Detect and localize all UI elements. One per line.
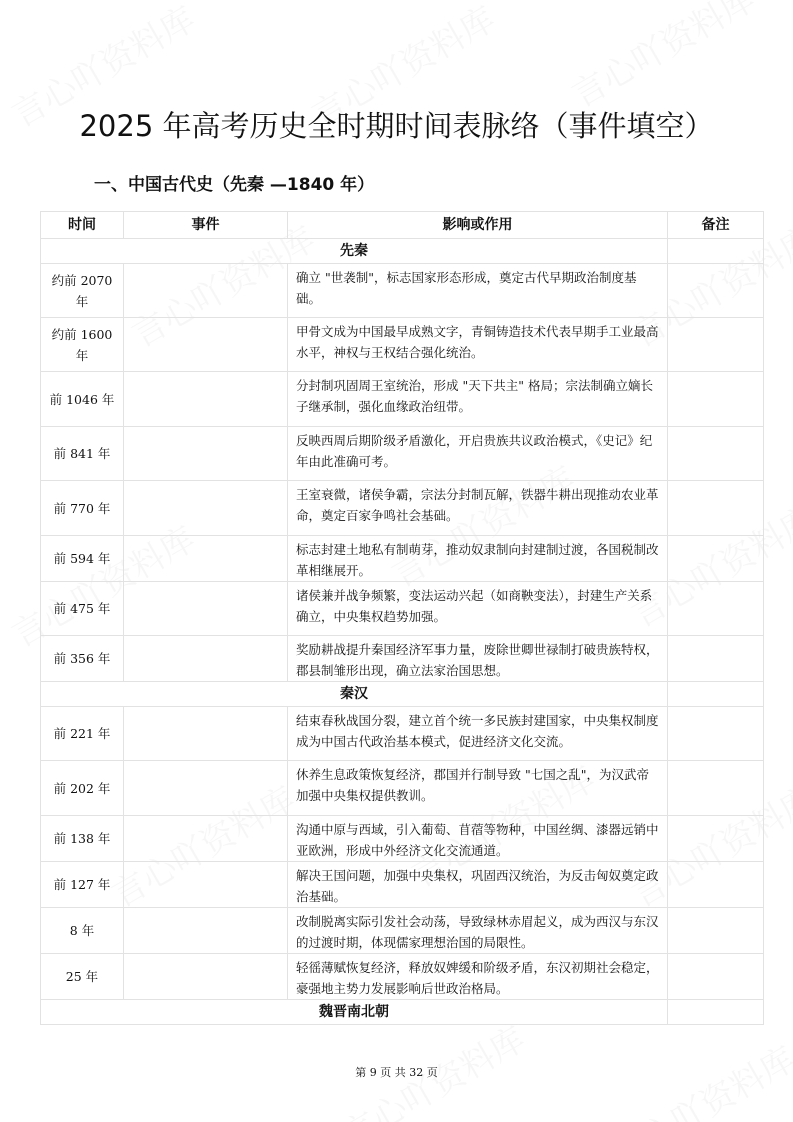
time-cell: 约前 2070 年 <box>41 264 124 318</box>
event-cell-blank[interactable] <box>124 372 288 427</box>
note-cell[interactable] <box>668 761 764 816</box>
time-cell: 前 594 年 <box>41 536 124 582</box>
event-cell-blank[interactable] <box>124 954 288 1000</box>
period-label: 魏晋南北朝 <box>41 1000 668 1025</box>
time-cell: 前 1046 年 <box>41 372 124 427</box>
table-row <box>41 427 764 481</box>
note-cell[interactable] <box>668 318 764 372</box>
table-row <box>41 816 764 862</box>
table-row <box>41 318 764 372</box>
impact-cell: 休养生息政策恢复经济，郡国并行制导致 "七国之乱"，为汉武帝加强中央集权提供教训。 <box>288 761 668 816</box>
event-cell-blank[interactable] <box>124 536 288 582</box>
time-cell: 8 年 <box>41 908 124 954</box>
note-cell[interactable] <box>668 862 764 908</box>
impact-cell: 改制脱离实际引发社会动荡，导致绿林赤眉起义，成为西汉与东汉的过渡时期，体现儒家理想治国的局限性。 <box>288 908 668 954</box>
event-cell-blank[interactable] <box>124 318 288 372</box>
note-cell[interactable] <box>668 427 764 481</box>
impact-cell: 标志封建土地私有制萌芽，推动奴隶制向封建制过渡，各国税制改革相继展开。 <box>288 536 668 582</box>
event-cell-blank[interactable] <box>124 862 288 908</box>
time-cell: 前 841 年 <box>41 427 124 481</box>
note-cell[interactable] <box>668 536 764 582</box>
table-header-row <box>41 212 764 239</box>
impact-cell: 确立 "世袭制"，标志国家形态形成，奠定古代早期政治制度基础。 <box>288 264 668 318</box>
event-cell-blank[interactable] <box>124 481 288 536</box>
period-label: 先秦 <box>41 239 668 264</box>
table-row <box>41 908 764 954</box>
impact-cell: 甲骨文成为中国最早成熟文字，青铜铸造技术代表早期手工业最高水平，神权与王权结合强化统治。 <box>288 318 668 372</box>
note-cell[interactable] <box>668 582 764 636</box>
note-cell[interactable] <box>668 636 764 682</box>
period-label: 秦汉 <box>41 682 668 707</box>
table-row <box>41 707 764 761</box>
table-row <box>41 862 764 908</box>
page-footer: 第 9 页 共 32 页 <box>355 1066 438 1079</box>
note-cell[interactable] <box>668 372 764 427</box>
table-row <box>41 536 764 582</box>
event-cell-blank[interactable] <box>124 816 288 862</box>
time-cell: 前 127 年 <box>41 862 124 908</box>
table-row <box>41 481 764 536</box>
table-row <box>41 636 764 682</box>
impact-cell: 奖励耕战提升秦国经济军事力量，废除世卿世禄制打破贵族特权，郡县制雏形出现，确立法家治国思想。 <box>288 636 668 682</box>
table-row <box>41 372 764 427</box>
time-cell: 前 356 年 <box>41 636 124 682</box>
impact-cell: 沟通中原与西域，引入葡萄、苜蓿等物种，中国丝绸、漆器远销中亚欧洲，形成中外经济文化交流通道。 <box>288 816 668 862</box>
event-cell-blank[interactable] <box>124 264 288 318</box>
time-cell: 前 475 年 <box>41 582 124 636</box>
note-cell[interactable] <box>668 954 764 1000</box>
impact-cell: 分封制巩固周王室统治，形成 "天下共主" 格局；宗法制确立嫡长子继承制，强化血缘政治纽带。 <box>288 372 668 427</box>
event-cell-blank[interactable] <box>124 761 288 816</box>
table-row <box>41 264 764 318</box>
period-row <box>41 239 764 264</box>
event-cell-blank[interactable] <box>124 707 288 761</box>
impact-cell: 反映西周后期阶级矛盾激化，开启贵族共议政治模式，《史记》纪年由此准确可考。 <box>288 427 668 481</box>
watermark <box>561 0 762 117</box>
impact-cell: 诸侯兼并战争频繁，变法运动兴起（如商鞅变法），封建生产关系确立，中央集权趋势加强。 <box>288 582 668 636</box>
note-cell[interactable] <box>668 908 764 954</box>
time-cell: 25 年 <box>41 954 124 1000</box>
note-cell[interactable] <box>668 481 764 536</box>
event-cell-blank[interactable] <box>124 582 288 636</box>
period-row <box>41 1000 764 1025</box>
header-event: 事件 <box>124 212 288 239</box>
table-row <box>41 761 764 816</box>
header-impact: 影响或作用 <box>288 212 668 239</box>
table-row <box>41 954 764 1000</box>
period-note-cell <box>668 239 764 264</box>
period-row <box>41 682 764 707</box>
note-cell[interactable] <box>668 707 764 761</box>
header-note: 备注 <box>668 212 764 239</box>
impact-cell: 王室衰微，诸侯争霸，宗法分封制瓦解，铁器牛耕出现推动农业革命，奠定百家争鸣社会基础。 <box>288 481 668 536</box>
page-title: 2025 年高考历史全时期时间表脉络（事件填空） <box>79 109 714 143</box>
time-cell: 约前 1600 年 <box>41 318 124 372</box>
event-cell-blank[interactable] <box>124 636 288 682</box>
time-cell: 前 202 年 <box>41 761 124 816</box>
section-heading: 一、中国古代史（先秦 —1840 年） <box>94 175 375 195</box>
note-cell[interactable] <box>668 264 764 318</box>
note-cell[interactable] <box>668 816 764 862</box>
timeline-table <box>40 211 764 1025</box>
event-cell-blank[interactable] <box>124 908 288 954</box>
table-row <box>41 582 764 636</box>
event-cell-blank[interactable] <box>124 427 288 481</box>
header-time: 时间 <box>41 212 124 239</box>
impact-cell: 结束春秋战国分裂，建立首个统一多民族封建国家，中央集权制度成为中国古代政治基本模式，促进经济文化交流。 <box>288 707 668 761</box>
time-cell: 前 138 年 <box>41 816 124 862</box>
impact-cell: 轻徭薄赋恢复经济，释放奴婢缓和阶级矛盾，东汉初期社会稳定，豪强地主势力发展影响后世政治格局。 <box>288 954 668 1000</box>
period-note-cell <box>668 682 764 707</box>
time-cell: 前 770 年 <box>41 481 124 536</box>
impact-cell: 解决王国问题，加强中央集权，巩固西汉统治，为反击匈奴奠定政治基础。 <box>288 862 668 908</box>
time-cell: 前 221 年 <box>41 707 124 761</box>
period-note-cell <box>668 1000 764 1025</box>
